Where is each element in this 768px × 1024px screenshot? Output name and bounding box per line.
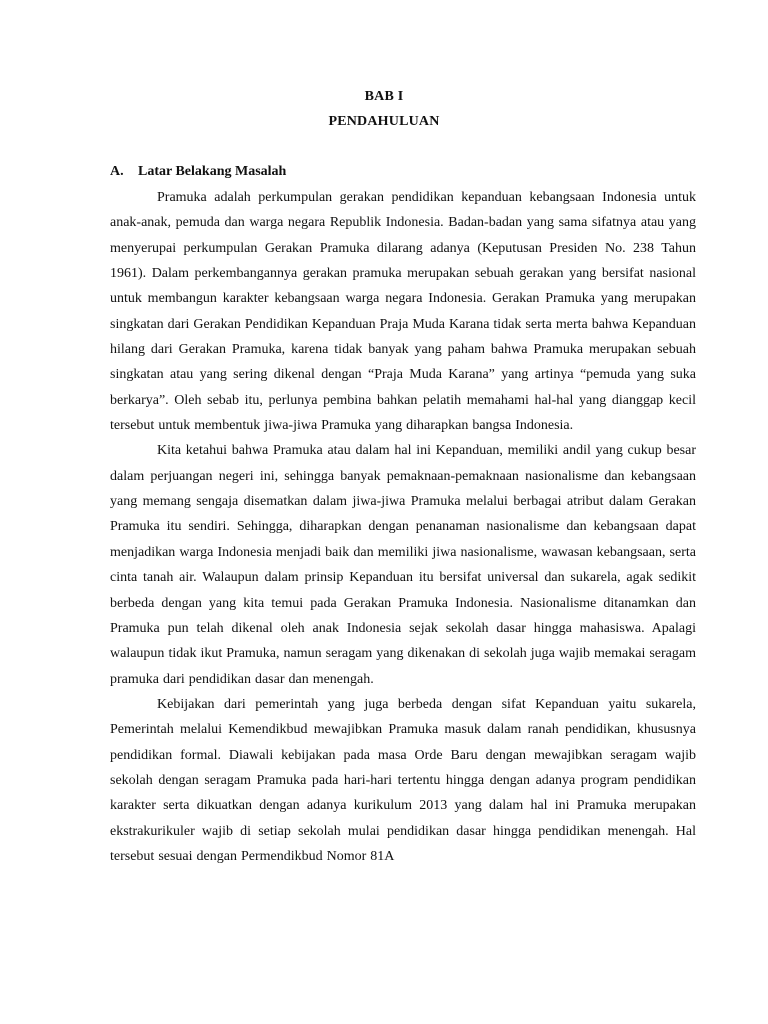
- section-title: Latar Belakang Masalah: [138, 164, 287, 179]
- chapter-heading: BAB I: [364, 89, 404, 104]
- chapter-title: PENDAHULUAN: [328, 114, 440, 129]
- section-number: A.: [110, 164, 124, 179]
- section-heading: [110, 164, 286, 180]
- paragraph-3: Kebijakan dari pemerintah yang juga berbeda dengan sifat Kepanduan yaitu sukarela, Pemerintah melalui Kemendikbud mewajibkan Pramuka masuk dalam ranah pendidikan, khususnya pendidikan formal. Diawali kebijakan pada masa Orde Baru dengan mewajibkan seragam wajib sekolah dengan seragam Pramuka pada hari-hari tertentu hingga dengan adanya program pendidikan karakter serta dikuatkan dengan adanya kurikulum 2013 yang dalam hal ini Pramuka merupakan ekstrakurikuler wajib di setiap sekolah mulai pendidikan dasar hingga pendidikan menengah. Hal tersebut sesuai dengan Permendikbud Nomor 81A: [110, 696, 696, 864]
- paragraph-1: Pramuka adalah perkumpulan gerakan pendidikan kepanduan kebangsaan Indonesia untuk anak-anak, pemuda dan warga negara Republik Indonesia. Badan-badan yang sama sifatnya atau yang menyerupai perkumpulan Gerakan Pramuka dilarang adanya (Keputusan Presiden No. 238 Tahun 1961). Dalam perkembangannya gerakan pramuka merupakan sebuah gerakan yang bersifat nasional untuk membangun karakter kebangsaan warga negara Indonesia. Gerakan Pramuka yang merupakan singkatan dari Gerakan Pendidikan Kepanduan Praja Muda Karana tidak serta merta bahwa Kepanduan hilang dari Gerakan Pramuka, karena tidak banyak yang paham bahwa Pramuka merupakan sebuah singkatan atau yang sering dikenal dengan “Praja Muda Karana” yang artinya “pemuda yang suka berkarya”. Oleh sebab itu, perlunya pembina bahkan pelatih memahami hal-hal yang dianggap kecil tersebut untuk membentuk jiwa-jiwa Pramuka yang diharapkan bangsa Indonesia.: [110, 190, 697, 434]
- paragraph-2: Kita ketahui bahwa Pramuka atau dalam hal ini Kepanduan, memiliki andil yang cukup besar dalam perjuangan negeri ini, sehingga banyak pemaknaan-pemaknaan nasionalisme dan kebangsaan yang memang sengaja disematkan dalam jiwa-jiwa Pramuka melalui berbagai atribut dalam Gerakan Pramuka itu sendiri. Sehingga, diharapkan dengan penanaman nasionalisme dan kebangsaan dapat menjadikan warga Indonesia menjadi baik dan memiliki jiwa nasionalisme, wawasan kebangsaan, serta cinta tanah air. Walaupun dalam prinsip Kepanduan itu bersifat universal dan sukarela, agak sedikit berbeda dengan yang kita temui pada Gerakan Pramuka Indonesia. Nasionalisme ditanamkan dan Pramuka pun telah dikenal oleh anak Indonesia sejak sekolah dasar hingga mahasiswa. Apalagi walaupun tidak ikut Pramuka, namun seragam yang dikenakan di sekolah juga wajib memakai seragam pramuka dari pendidikan dasar dan menengah.: [110, 443, 696, 687]
- document-body: [110, 185, 696, 869]
